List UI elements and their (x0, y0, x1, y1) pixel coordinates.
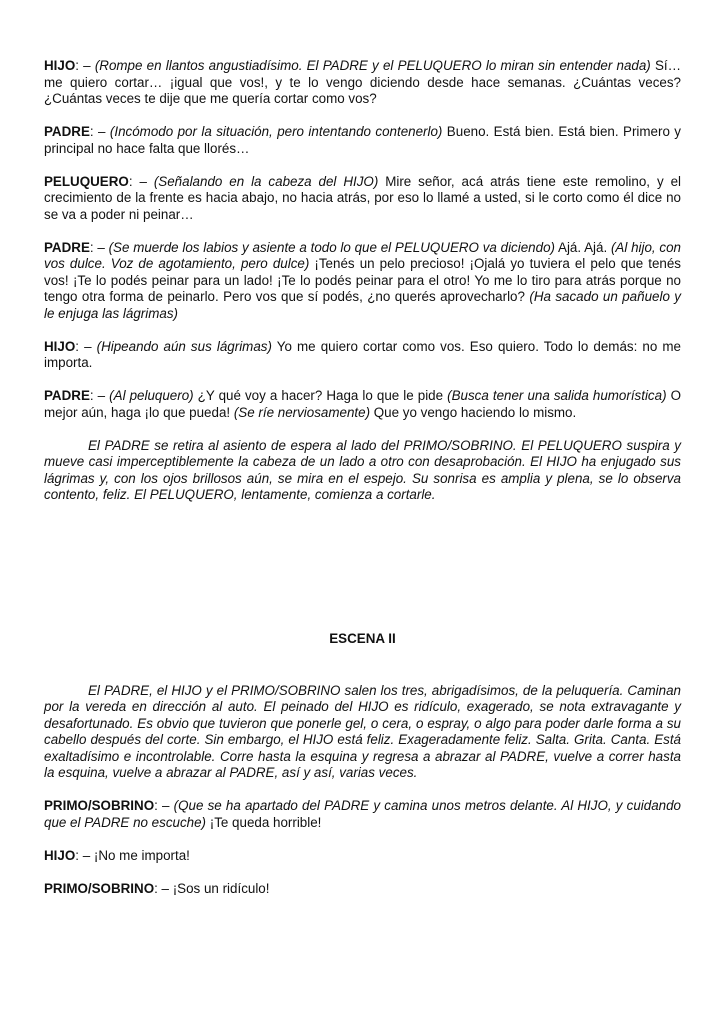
dialogue-line (44, 124, 681, 157)
speaker-name: PADRE (44, 388, 90, 403)
spoken-text: : – ¡Sos un ridículo! (154, 880, 270, 896)
speaker-name: HIJO (44, 847, 76, 863)
stage-direction (44, 683, 681, 782)
acotacion: (Señalando en la cabeza del HIJO) (153, 173, 379, 189)
spoken-text: : – (128, 173, 154, 189)
acotacion: (Se ríe nerviosamente) (233, 404, 371, 420)
spoken-text: : – (89, 388, 110, 403)
spoken-text: O mejor aún, haga ¡lo que pueda! (44, 388, 682, 420)
spoken-text: : – (75, 338, 97, 354)
spoken-text: ¡Te queda horrible! (206, 814, 322, 830)
dialogue-line (44, 881, 681, 898)
speaker-name: PADRE (44, 239, 90, 255)
dialogue-line (44, 174, 681, 224)
spoken-text: Que yo vengo haciendo lo mismo. (370, 404, 577, 420)
speaker-name: HIJO (44, 338, 76, 354)
dialogue-line (44, 240, 681, 323)
speaker-name: PADRE (44, 124, 90, 139)
dialogue-line (44, 58, 681, 108)
scene-two (44, 683, 681, 898)
spoken-text: Mire señor, acá atrás tiene este remolino, y el crecimiento de la frente es hacia abajo, no hacia atrás, por eso lo llamé a usted, si le corto como él dice no se va a poder ni peinar… (44, 173, 681, 222)
acotacion: El PADRE, el HIJO y el PRIMO/SOBRINO salen los tres, abrigadísimos, de la peluquería. Caminan por la vereda en dirección al auto. El peinado del HIJO es ridículo, exagerado, se nota extravagante y desafortunado. Es obvio que tuvieron que ponerle gel, o cera, o espray, o algo para poder darle forma a su cabello después del corte. Sin embargo, el HIJO está feliz. Exageradamente feliz. Salta. Grita. Canta. Está exaltadísimo e incontrolable. Corre hasta la esquina y regresa a abrazar al PADRE, vuelve a correr hasta la esquina, vuelve a abrazar al PADRE, así y así, varias veces. (44, 682, 681, 780)
acotacion: (Busca tener una salida humorística) (447, 388, 667, 403)
stage-direction (44, 438, 681, 504)
acotacion: El PADRE se retira al asiento de espera al lado del PRIMO/SOBRINO. El PELUQUERO suspira y mueve casi imperceptiblemente la cabeza de un lado a otro con desaprobación. El HIJO ha enjugado sus lágrimas y, con los ojos brillosos aún, se mira en el espejo. Su sonrisa es amplia y plena, se lo observa contento, feliz. El PELUQUERO, lentamente, comienza a cortarle. (44, 437, 681, 502)
scene-one-continuation (44, 58, 681, 504)
acotacion: (Incómodo por la situación, pero intentando contenerlo) (109, 124, 443, 139)
speaker-name: PRIMO/SOBRINO (44, 798, 155, 813)
spoken-text: Bueno. Está bien. Está bien. Primero y principal no hace falta que llorés… (44, 124, 682, 156)
speaker-name: PELUQUERO (44, 173, 129, 189)
spacer (44, 520, 681, 631)
spoken-text: : – (89, 124, 110, 139)
spoken-text: : – (75, 58, 95, 73)
dialogue-line (44, 848, 681, 865)
spoken-text: ¡Tenés un pelo precioso! ¡Ojalá yo tuviera el pelo que tenés vos! ¡Te lo podés peinar para un lado! ¡Te lo podés peinar para el otro! Yo me lo tiro para atrás porque no tengo otra forma de peinarlo. Pero vos que sí podés, ¿no querés aprovecharlo? (44, 256, 681, 304)
spoken-text: : – (154, 798, 174, 813)
spoken-text: : – ¡No me importa! (75, 847, 190, 863)
acotacion: (Se muerde los labios y asiente a todo lo que el PELUQUERO va diciendo) (108, 239, 555, 255)
scene-title: ESCENA II (329, 631, 396, 646)
spoken-text: ¿Y qué voy a hacer? Haga lo que le pide (193, 388, 448, 403)
speaker-name: PRIMO/SOBRINO (44, 880, 155, 896)
speaker-name: HIJO (44, 58, 76, 73)
acotacion: (Hipeando aún sus lágrimas) (96, 338, 272, 354)
spoken-text: : – (89, 239, 109, 255)
dialogue-line (44, 798, 681, 831)
dialogue-line (44, 388, 681, 421)
acotacion: (Ha sacado un pañuelo y le enjuga las lágrimas) (44, 289, 681, 321)
acotacion: (Que se ha apartado del PADRE y camina unos metros delante. Al HIJO, y cuidando que el PADRE no escuche) (44, 798, 681, 830)
spoken-text: Yo me quiero cortar como vos. Eso quiero. Todo lo demás: no me importa. (44, 338, 681, 370)
acotacion: (Rompe en llantos angustiadísimo. El PADRE y el PELUQUERO lo miran sin entender nada) (94, 58, 651, 73)
spoken-text: Ajá. Ajá. (554, 239, 611, 255)
spacer (44, 648, 681, 683)
dialogue-line (44, 339, 681, 372)
acotacion: (Al hijo, con vos dulce. Voz de agotamiento, pero dulce) (44, 239, 681, 271)
acotacion: (Al peluquero) (109, 388, 194, 403)
spoken-text: Sí… me quiero cortar… ¡igual que vos!, y te lo vengo diciendo desde hace semanas. ¿Cuántas veces? ¿Cuántas veces te dije que me quería cortar como vos? (44, 58, 682, 106)
document-page (44, 58, 681, 914)
